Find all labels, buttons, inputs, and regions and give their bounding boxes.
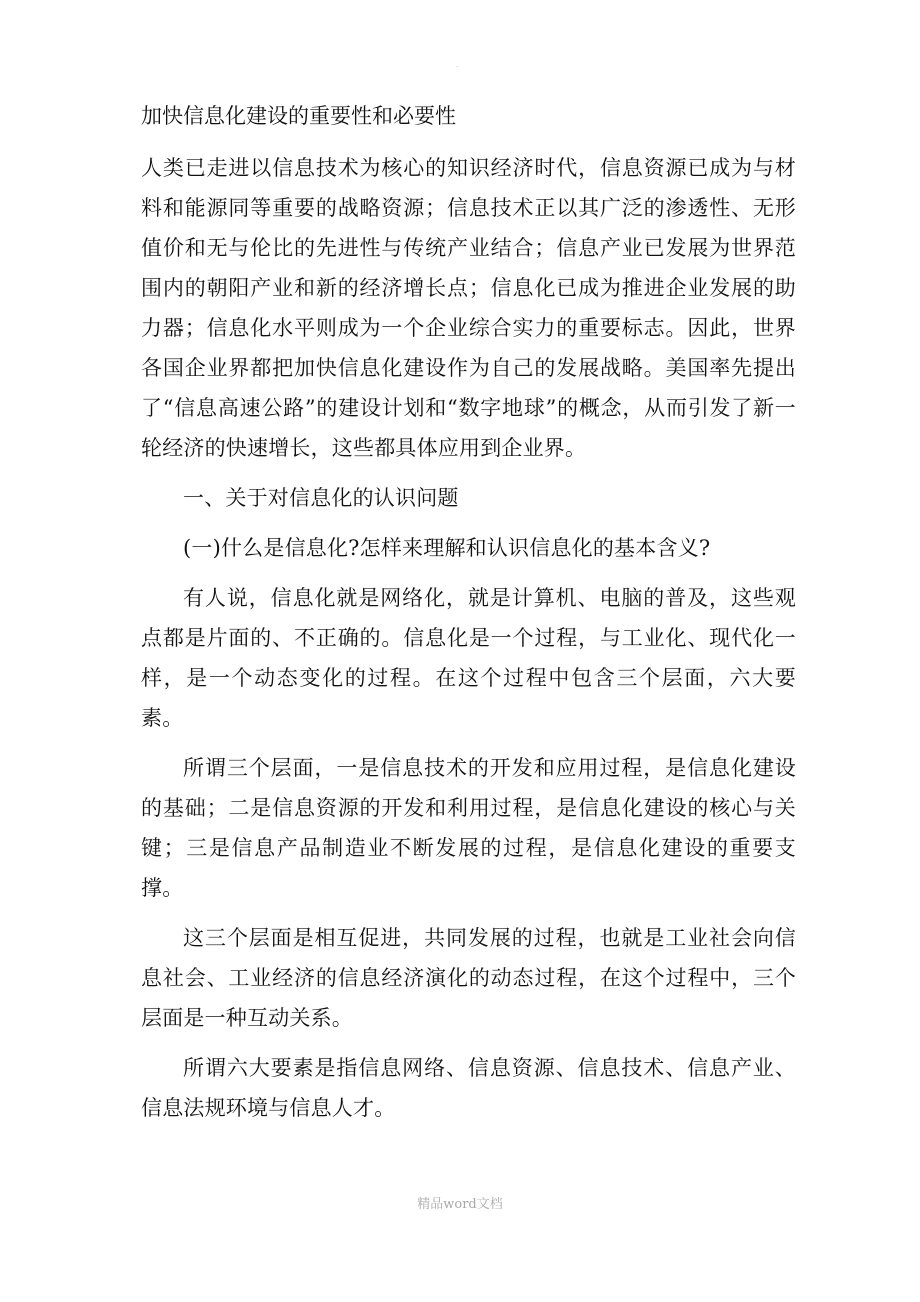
paragraph-interaction: 这三个层面是相互促进，共同发展的过程，也就是工业社会向信息社会、工业经济的信息经济演化的动态过程，在这个过程中，三个层面是一种互动关系。 (141, 926, 796, 1030)
paragraph-three-levels: 所谓三个层面，一是信息技术的开发和应用过程，是信息化建设的基础；二是信息资源的开发和利用过程，是信息化建设的核心与关键；三是信息产品制造业不断发展的过程，是信息化建设的重要支撑。 (141, 756, 796, 900)
document-body (141, 148, 796, 1138)
footer-watermark: 精品word文档 (417, 1197, 503, 1212)
subsection-heading-1: (一)什么是信息化?怎样来理解和认识信息化的基本含义? (183, 536, 711, 560)
paragraph-definition: 有人说，信息化就是网络化，就是计算机、电脑的普及，这些观点都是片面的、不正确的。信息化是一个过程，与工业化、现代化一样，是一个动态变化的过程。在这个过程中包含三个层面，六大要素。 (141, 586, 796, 730)
paragraph-intro: 人类已走进以信息技术为核心的知识经济时代，信息资源已成为与材料和能源同等重要的战略资源；信息技术正以其广泛的渗透性、无形值价和无与伦比的先进性与传统产业结合；信息产业已发展为世界范围内的朝阳产业和新的经济增长点；信息化已成为推进企业发展的助力器；信息化水平则成为一个企业综合实力的重要标志。因此，世界各国企业界都把加快信息化建设作为自己的发展战略。美国率先提出了“信息高速公路”的建设计划和“数字地球”的概念，从而引发了新一轮经济的快速增长，这些都具体应用到企业界。 (141, 156, 796, 460)
section-heading-1: 一、关于对信息化的认识问题 (183, 486, 459, 510)
page-title: 加快信息化建设的重要性和必要性 (141, 104, 456, 128)
header-mark: . (456, 60, 459, 69)
paragraph-six-elements: 所谓六大要素是指信息网络、信息资源、信息技术、信息产业、信息法规环境与信息人才。 (141, 1056, 796, 1120)
